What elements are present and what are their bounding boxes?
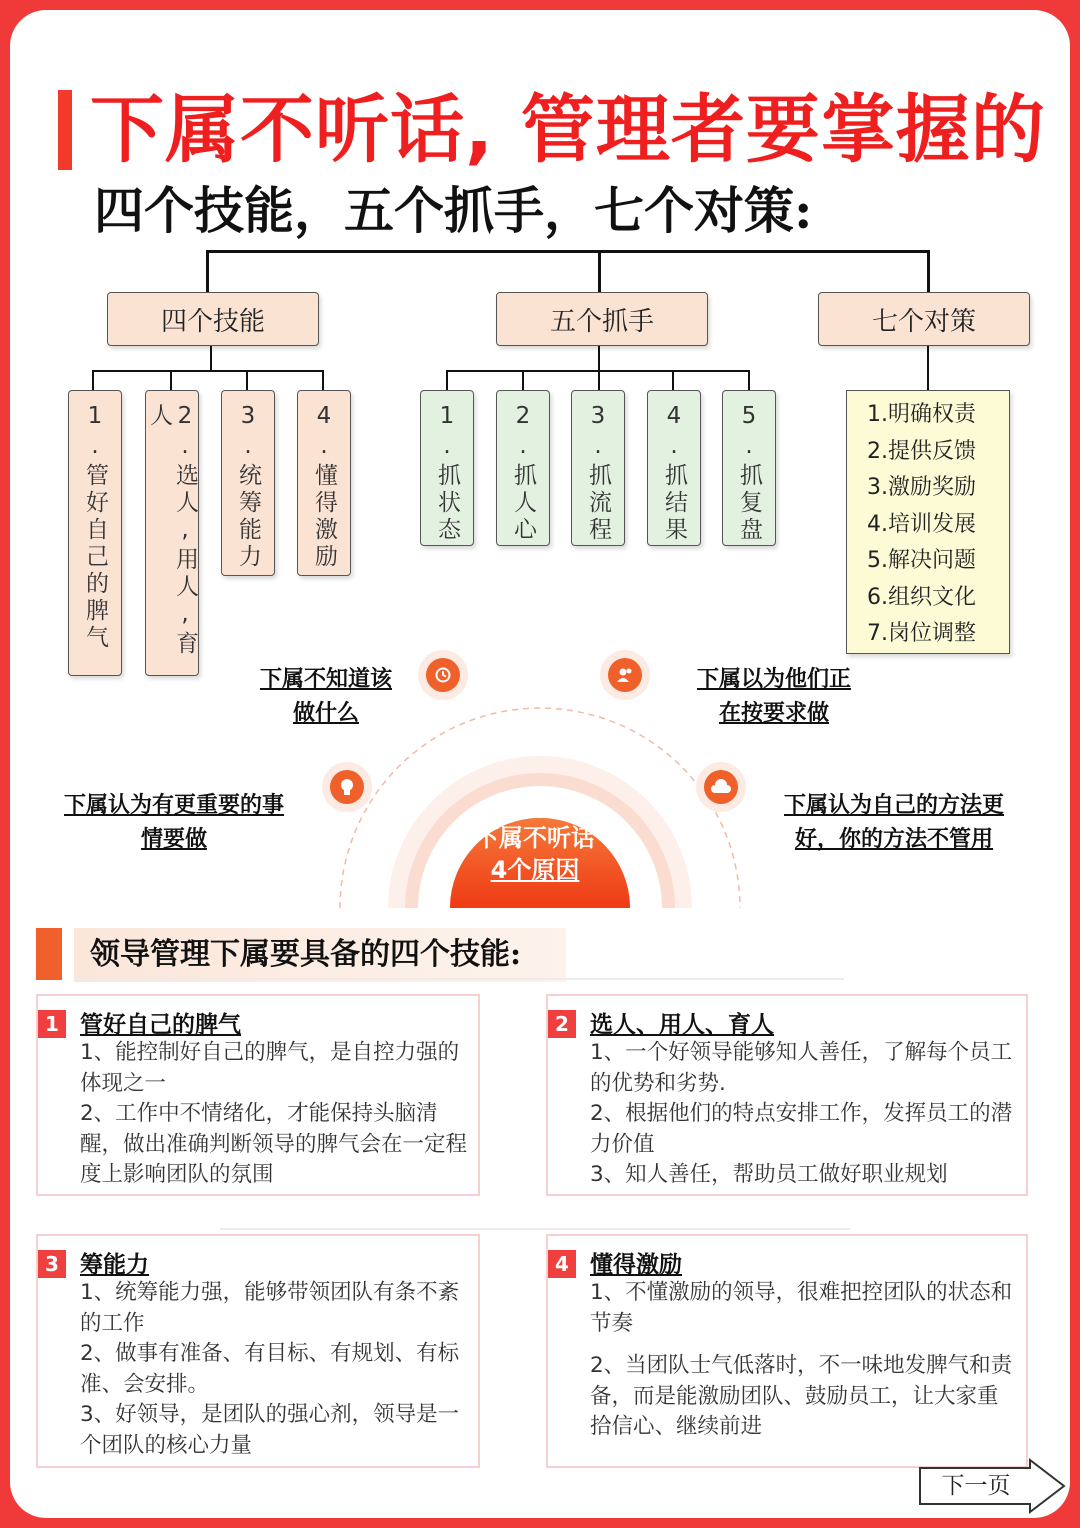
skill-label: 3.统筹能力 bbox=[235, 403, 261, 571]
grip-label: 5.抓复盘 bbox=[736, 403, 762, 544]
strategy-item: 5.解决问题 bbox=[867, 548, 976, 573]
grip-box-2 bbox=[496, 390, 550, 546]
grip-label: 1.抓状态 bbox=[434, 403, 460, 544]
cloud-icon bbox=[696, 762, 746, 812]
skill-card-body: 1、统筹能力强，能够带领团队有条不紊的工作 2、做事有准备、有目标、有规划、有标准、会安排。 3、好领导，是团队的强心剂，领导是一个团队的核心力量 bbox=[80, 1280, 460, 1458]
grip-label: 2.抓人心 bbox=[510, 403, 536, 544]
section-heading: 领导管理下属要具备的四个技能: bbox=[74, 928, 566, 982]
reason-top-right: 下属以为他们正 在按要求做 bbox=[696, 666, 851, 726]
skill-number-badge: 4 bbox=[548, 1250, 576, 1278]
strategy-item: 3.激励奖励 bbox=[867, 475, 976, 500]
section-accent-bar bbox=[36, 928, 62, 980]
skill-number-badge: 2 bbox=[548, 1010, 576, 1038]
skill-card-body: 1、能控制好自己的脾气，是自控力强的体现之一 2、工作中不情绪化，才能保持头脑清醒，做出准确判断领导的脾气会在一定程度上影响团队的氛围 bbox=[80, 1040, 468, 1187]
skill-card-title: 选人、用人、育人 bbox=[590, 1011, 774, 1038]
cards-divider bbox=[220, 1228, 850, 1230]
title-accent-bar bbox=[58, 90, 72, 170]
strategies-box bbox=[846, 390, 1010, 654]
strategy-item: 4.培训发展 bbox=[867, 511, 976, 537]
reason-top-left: 下属不知道该 做什么 bbox=[259, 666, 392, 726]
strategy-item: 2.提供反馈 bbox=[867, 438, 976, 464]
section-divider bbox=[74, 978, 844, 980]
reason-mid-right: 下属认为自己的方法更 好，你的方法不管用 bbox=[783, 792, 1004, 852]
strategy-item: 1.明确权责 bbox=[867, 402, 976, 427]
center-label-line2: 4个原因 bbox=[490, 856, 580, 884]
skill-number-badge: 1 bbox=[38, 1010, 66, 1038]
grip-box-4 bbox=[647, 390, 701, 546]
skill-card-2 bbox=[546, 994, 1028, 1196]
reason-mid-left: 下属认为有更重要的事 情要做 bbox=[63, 792, 284, 852]
grip-box-5 bbox=[722, 390, 776, 546]
strategy-item: 6.组织文化 bbox=[867, 584, 976, 610]
grip-label: 4.抓结果 bbox=[661, 403, 687, 544]
grip-label: 3.抓流程 bbox=[585, 403, 611, 544]
page-title: 下属不听话, 管理者要掌握的 bbox=[90, 87, 1046, 173]
lightbulb-icon bbox=[322, 762, 372, 812]
grip-box-3 bbox=[571, 390, 625, 546]
skill-box-1 bbox=[68, 390, 122, 676]
skill-box-3 bbox=[221, 390, 275, 576]
page-card bbox=[10, 10, 1070, 1518]
skill-card-3 bbox=[36, 1234, 480, 1468]
page-subtitle: 四个技能，五个抓手，七个对策: bbox=[94, 181, 813, 240]
skill-box-2 bbox=[145, 390, 199, 676]
skill-card-title: 管好自己的脾气 bbox=[80, 1011, 241, 1038]
skill-card-body: 1、不懂激励的领导，很难把控团队的状态和节奏 2、当团队士气低落时，不一味地发脾气和责备，而是能激励团队、鼓励员工，让大家重拾信心、继续前进 bbox=[590, 1280, 1013, 1439]
skill-card-body: 1、一个好领导能够知人善任，了解每个员工的优势和劣势. 2、根据他们的特点安排工作，发挥员工的潜力价值 3、知人善任，帮助员工做好职业规划 bbox=[590, 1040, 1013, 1187]
skill-label: 1.管好自己的脾气 bbox=[82, 403, 108, 652]
reasons-center-label bbox=[440, 822, 630, 886]
category-four-skills: 四个技能 bbox=[107, 292, 319, 346]
skill-label: 4.懂得激励 bbox=[311, 403, 337, 571]
grip-box-1 bbox=[420, 390, 474, 546]
strategy-item: 7.岗位调整 bbox=[867, 621, 976, 646]
skill-card-title: 懂得激励 bbox=[590, 1251, 682, 1278]
skill-card-1 bbox=[36, 994, 480, 1196]
category-five-grips: 五个抓手 bbox=[496, 292, 708, 346]
users-icon bbox=[600, 650, 650, 700]
next-page-label: 下一页 bbox=[941, 1473, 1011, 1499]
skill-card-title: 筹能力 bbox=[80, 1251, 149, 1278]
skill-label: 2.选人,用人,育人 bbox=[146, 403, 198, 658]
skill-number-badge: 3 bbox=[38, 1250, 66, 1278]
skill-box-4 bbox=[297, 390, 351, 576]
next-page-button[interactable] bbox=[918, 1458, 1068, 1514]
center-label-line1: 下属不听话 bbox=[475, 824, 595, 852]
category-seven-strategies: 七个对策 bbox=[818, 292, 1030, 346]
skill-card-4 bbox=[546, 1234, 1028, 1468]
